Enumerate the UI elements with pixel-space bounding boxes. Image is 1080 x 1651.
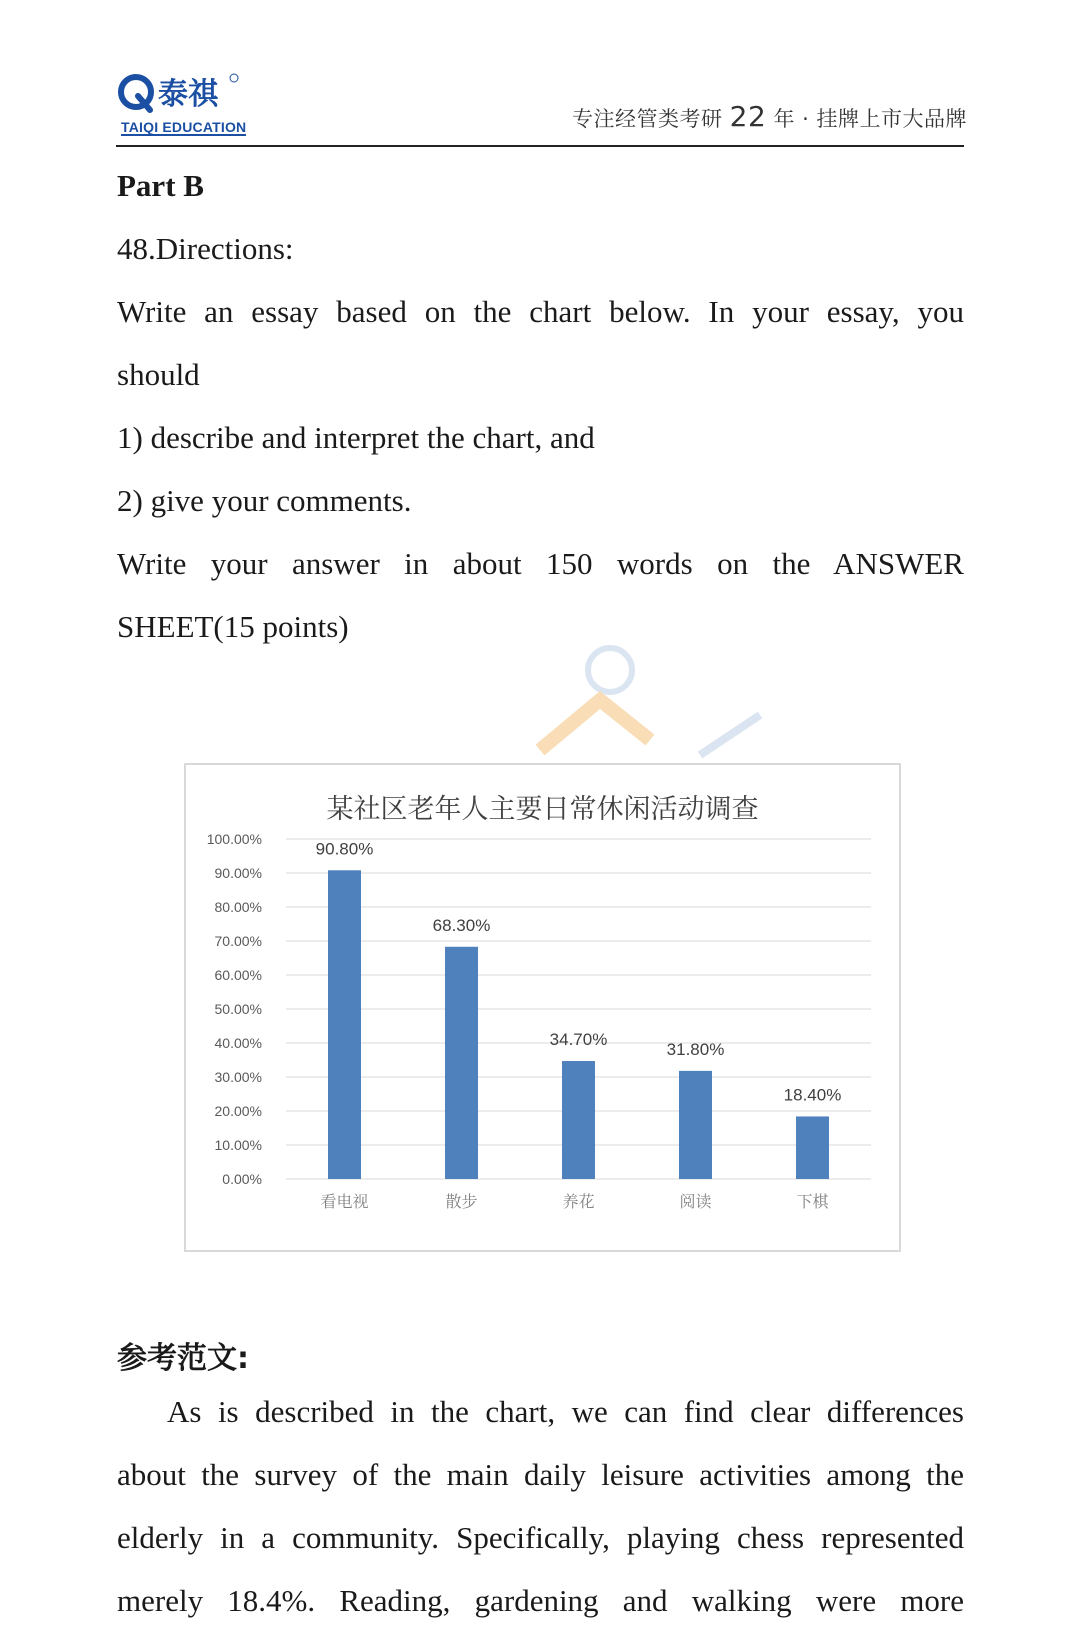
prompt-item-2: 2) give your comments. [117, 483, 412, 518]
part-heading: Part B [117, 168, 204, 203]
x-category-label: 看电视 [320, 1192, 369, 1211]
watermark-logo-icon [530, 640, 830, 760]
logo-emblem-icon [116, 70, 266, 125]
data-label: 18.40% [783, 1085, 842, 1105]
chart-title: 某社区老年人主要日常休闲活动调查 [326, 794, 759, 825]
prompt-line-2: should [117, 357, 200, 392]
y-tick-label: 40.00% [214, 1035, 262, 1051]
slogan-post: 年 · 挂牌上市大品牌 [766, 107, 967, 131]
header-rule [116, 145, 964, 147]
x-category-label: 养花 [562, 1192, 595, 1211]
data-label: 68.30% [432, 915, 491, 935]
y-tick-label: 0.00% [222, 1171, 262, 1187]
essay-line-3: elderly in a community. Specifically, playing chess represented [117, 1520, 964, 1555]
prompt-item-1: 1) describe and interpret the chart, and [117, 420, 595, 455]
data-label: 90.80% [315, 839, 374, 859]
y-tick-label: 70.00% [214, 933, 262, 949]
bar [328, 870, 361, 1179]
data-label: 34.70% [549, 1030, 608, 1050]
essay-line-1: As is described in the chart, we can find clear differences [167, 1394, 964, 1429]
y-tick-label: 50.00% [214, 1001, 262, 1017]
slogan-years: 22 [729, 100, 767, 133]
logo-en-text: TAIQI EDUCATION [121, 119, 247, 135]
y-tick-label: 80.00% [214, 899, 262, 915]
bar [796, 1116, 829, 1179]
chart-plot-area [186, 765, 899, 1250]
y-tick-label: 10.00% [214, 1137, 262, 1153]
sample-essay-heading: 参考范文: [117, 1341, 249, 1376]
x-category-label: 散步 [445, 1192, 478, 1211]
y-tick-label: 30.00% [214, 1069, 262, 1085]
logo-cn-text: 泰祺 [158, 77, 218, 112]
x-category-label: 下棋 [796, 1192, 829, 1211]
essay-line-4: merely 18.4%. Reading, gardening and walking were more [117, 1583, 964, 1618]
bar [679, 1071, 712, 1179]
data-label: 31.80% [666, 1039, 725, 1059]
bar [562, 1061, 595, 1179]
logo [116, 70, 266, 140]
directions-label: 48.Directions: [117, 231, 294, 266]
y-tick-label: 60.00% [214, 967, 262, 983]
bar [445, 947, 478, 1179]
y-tick-label: 20.00% [214, 1103, 262, 1119]
y-tick-label: 100.00% [206, 831, 262, 847]
header-slogan [572, 100, 967, 133]
prompt-line-1: Write an essay based on the chart below. In your essay, you [117, 294, 964, 329]
y-tick-label: 90.00% [214, 865, 262, 881]
essay-line-2: about the survey of the main daily leisure activities among the [117, 1457, 964, 1492]
answer-instruction-line-1: Write your answer in about 150 words on the ANSWER [117, 546, 964, 581]
slogan-pre: 专注经管类考研 [571, 107, 730, 131]
bar-chart [184, 763, 901, 1252]
answer-instruction-line-2: SHEET(15 points) [117, 609, 349, 644]
x-category-label: 阅读 [679, 1192, 712, 1211]
